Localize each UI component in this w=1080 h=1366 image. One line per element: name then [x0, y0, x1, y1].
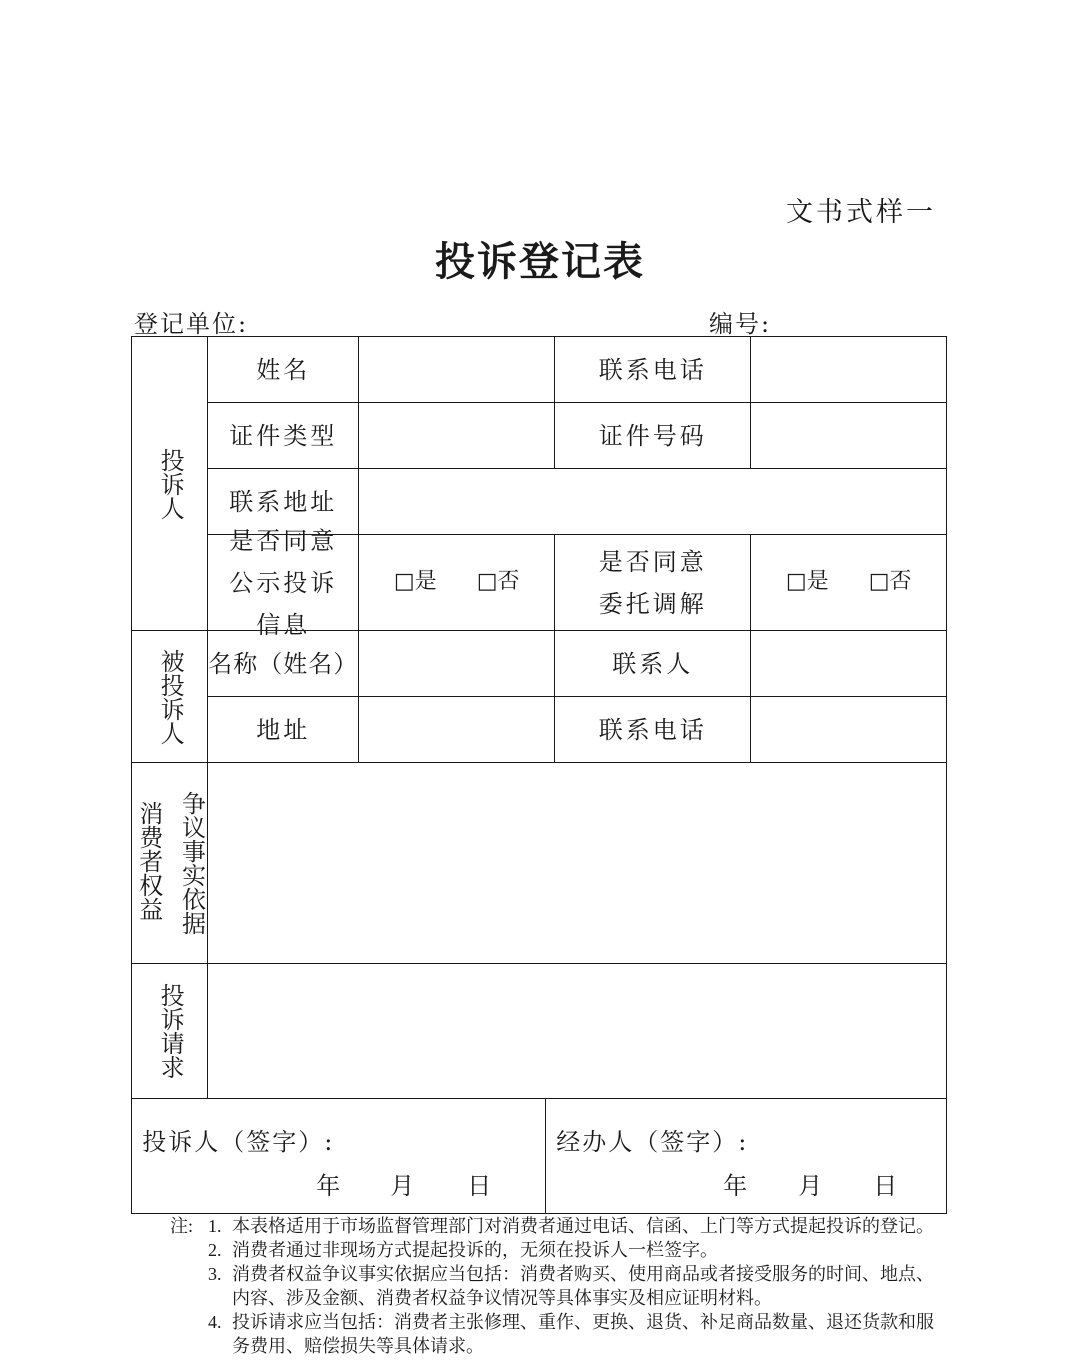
note-text: 本表格适用于市场监督管理部门对消费者通过电话、信函、上门等方式提起投诉的登记。: [232, 1216, 934, 1236]
id-type-field[interactable]: [358, 402, 555, 469]
handler-sign-year: 年: [723, 1172, 748, 1201]
handler-signature-box[interactable]: [545, 1098, 947, 1214]
respondent-contact-field[interactable]: [750, 630, 947, 697]
dispute-label-col1: 争议事实依据: [177, 791, 206, 936]
note-text: 消费者通过非现场方式提起投诉的，无须在投诉人一栏签字。: [232, 1240, 718, 1260]
complainant-sign-year: 年: [316, 1172, 341, 1201]
complainant-name-label: 姓名: [207, 336, 359, 403]
complainant-phone-field[interactable]: [750, 336, 947, 403]
respondent-address-field[interactable]: [358, 696, 555, 763]
note-item: [170, 1238, 950, 1262]
complainant-sign-day: 日: [467, 1172, 492, 1201]
notes-section: [170, 1214, 950, 1358]
page-title: 投诉登记表: [435, 238, 645, 285]
respondent-section-label: [131, 630, 208, 763]
note-item: [170, 1262, 950, 1310]
respondent-name-field[interactable]: [358, 630, 555, 697]
agree-publish-yes-checkbox[interactable]: □是: [393, 569, 437, 595]
form-style-label: 文书式样一: [786, 197, 936, 228]
id-type-label: 证件类型: [207, 402, 359, 469]
note-number: 1.: [208, 1216, 222, 1236]
agree-publish-no-checkbox[interactable]: □否: [476, 569, 520, 595]
handler-sign-month: 月: [798, 1172, 823, 1201]
note-number: 3.: [208, 1264, 222, 1284]
note-text: 投诉请求应当包括：消费者主张修理、重作、更换、退货、补足商品数量、退还货款和服务费用、赔偿损失等具体请求。: [232, 1312, 934, 1356]
notes-prefix: 注:: [170, 1216, 194, 1236]
request-section-label: [131, 963, 208, 1099]
agree-mediation-options: [750, 534, 947, 631]
id-number-field[interactable]: [750, 402, 947, 469]
complainant-sign-month: 月: [390, 1172, 415, 1201]
serial-number-label: 编号:: [709, 310, 772, 338]
complainant-address-field[interactable]: [358, 468, 947, 535]
agree-publish-options: [358, 534, 555, 631]
note-number: 4.: [208, 1312, 222, 1332]
agree-mediation-no-checkbox[interactable]: □否: [868, 569, 912, 595]
id-number-label: 证件号码: [554, 402, 751, 469]
note-number: 2.: [208, 1240, 222, 1260]
note-item: [170, 1214, 950, 1238]
agree-mediation-label: 是否同意委托调解: [554, 534, 751, 631]
respondent-section-text: 被投诉人: [156, 648, 185, 745]
respondent-phone-field[interactable]: [750, 696, 947, 763]
complainant-section-text: 投诉人: [156, 447, 185, 520]
respondent-phone-label: 联系电话: [554, 696, 751, 763]
respondent-name-label: 名称（姓名）: [207, 630, 359, 697]
agree-publish-label: 是否同意公示投诉信息: [207, 534, 359, 631]
note-item: [170, 1310, 950, 1358]
dispute-facts-field[interactable]: [207, 762, 947, 964]
complainant-name-field[interactable]: [358, 336, 555, 403]
complainant-phone-label: 联系电话: [554, 336, 751, 403]
dispute-label-col2: 消费者权益: [134, 801, 163, 922]
complainant-address-label: 联系地址: [207, 468, 359, 535]
handler-sign-day: 日: [873, 1172, 898, 1201]
request-section-text: 投诉请求: [156, 983, 185, 1080]
complainant-signature-label: 投诉人（签字）:: [142, 1128, 335, 1157]
respondent-address-label: 地址: [207, 696, 359, 763]
complainant-section-label: [131, 336, 208, 631]
dispute-label-group: [134, 791, 206, 935]
complainant-signature-box[interactable]: [131, 1098, 546, 1214]
registration-unit-label: 登记单位:: [134, 310, 249, 338]
handler-signature-label: 经办人（签字）:: [556, 1128, 749, 1157]
dispute-section-label: [131, 762, 208, 964]
respondent-contact-label: 联系人: [554, 630, 751, 697]
note-text: 消费者权益争议事实依据应当包括：消费者购买、使用商品或者接受服务的时间、地点、内容、涉及金额、消费者权益争议情况等具体事实及相应证明材料。: [232, 1264, 934, 1308]
agree-mediation-yes-checkbox[interactable]: □是: [785, 569, 829, 595]
complaint-request-field[interactable]: [207, 963, 947, 1099]
